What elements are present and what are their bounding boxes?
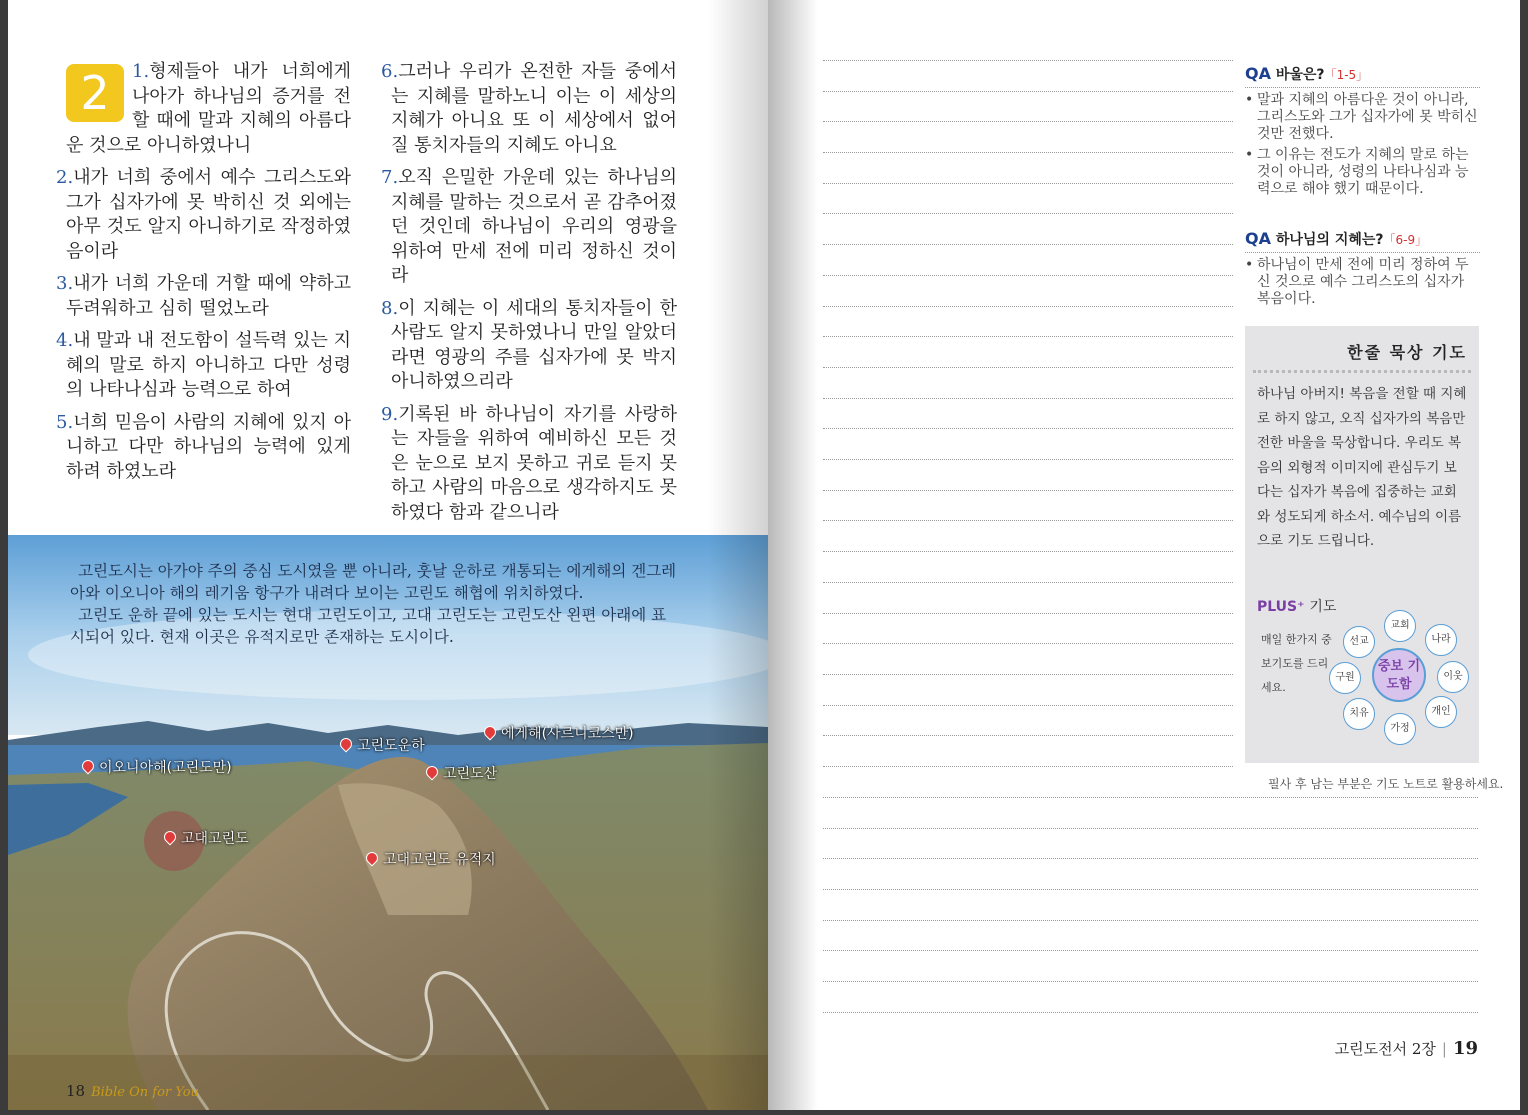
note-line [823,582,1233,583]
note-line [823,1012,1478,1013]
note-line [823,705,1233,706]
verse-number: 1. [132,61,150,82]
note-line [823,643,1233,644]
note-line [823,306,1233,307]
qa-box-2 [1245,229,1480,312]
verse-text: 내가 너희 가운데 거할 때에 약하고 두려워하고 심히 떨었노라 [66,273,351,319]
verse-text: 내가 너희 중에서 예수 그리스도와 그가 십자가에 못 박히신 것 외에는 아무 것도 알지 아니하기로 작정하였음이라 [66,167,351,262]
verse-3 [56,272,351,321]
qa-answers [1245,257,1480,308]
qa-heading [1245,229,1480,253]
verse-number: 7. [381,167,399,188]
page-folio-left [66,1082,199,1100]
topic-bubble-personal: 개인 [1425,696,1457,728]
aerial-photo-corinth [8,535,768,1110]
note-line [823,613,1233,614]
topic-bubble-nation: 나라 [1425,624,1457,656]
topic-bubble-family: 가정 [1384,713,1416,745]
note-line [823,121,1233,122]
note-line [823,398,1233,399]
chapter-number-badge: 2 [66,64,124,122]
intercession-center-bubble: 중보 기도함 [1372,648,1426,702]
qa-heading [1245,64,1480,88]
verse-text: 내 말과 내 전도함이 설득력 있는 지혜의 말로 하지 아니하고 다만 성령의 나타나심과 능력으로 하여 [66,330,351,400]
prayer-box [1245,326,1479,763]
map-pin-icon [482,724,499,741]
map-pin-icon [80,758,97,775]
note-line [823,520,1233,521]
note-line [823,459,1233,460]
note-line [823,920,1478,921]
verse-4 [56,329,351,403]
photo-caption [70,560,678,648]
caption-paragraph-1: 고린도시는 아가야 주의 중심 도시였을 뿐 아니라, 훗날 운하로 개통되는 에게해의 겐그레아와 이오니아 해의 레기움 항구가 내려다 보이는 고린도 해협에 위치하였다. [70,562,677,602]
note-line [823,828,1478,829]
plus-prayer-title: PLUS⁺ 기도 [1257,599,1337,615]
verse-number: 5. [56,411,74,433]
note-line [823,766,1233,767]
qa-answer: • 그 이유는 전도가 지혜의 말로 하는 것이 아니라, 성령의 나타나심과 능력으로 해야 했기 때문이다. [1245,147,1480,198]
verse-text: 오직 은밀한 가운데 있는 하나님의 지혜를 말하는 것으로서 곧 감추어졌던 것인데 하나님이 우리의 영광을 위하여 만세 전에 미리 정하신 것이라 [391,167,677,286]
note-line [823,152,1233,153]
qa-reference: 「6-9」 [1383,233,1428,247]
verse-column-1 [56,60,351,492]
page-number: 19 [1452,1038,1478,1059]
qa-answer: • 말과 지혜의 아름다운 것이 아니라, 그리스도와 그가 십자가에 못 박히신 것만 전했다. [1245,92,1480,143]
topic-bubble-church: 교회 [1384,610,1416,642]
qa-answer: • 하나님이 만세 전에 미리 정하여 두신 것으로 예수 그리스도의 십자가 복음이다. [1245,257,1480,308]
brand-name: Bible On for You [91,1085,199,1100]
qa-box-1 [1245,64,1480,202]
map-label-aegean-sea: 에게해(사르니코스만) [484,723,634,743]
note-line [823,551,1233,552]
divider: | [1441,1040,1447,1058]
note-line [823,244,1233,245]
plus-prayer-subtitle: 매일 한가지 중보기도를 드리세요. [1261,633,1332,694]
prayer-title: 한줄 묵상 기도 [1347,343,1467,362]
note-line [823,213,1233,214]
prayer-text: 하나님 아버지! 복음을 전할 때 지혜로 하지 않고, 오직 십자가의 복음만 전한 바울을 묵상합니다. 우리도 복음의 외형적 이미지에 관심두기 보다는 십자가 복음에 집중하는 교회와 성도되게 하소서. 예수님의 이름으로 기도 드립니다. [1257,386,1467,549]
verse-5 [56,411,351,485]
map-pin-icon [364,850,381,867]
note-line [823,336,1233,337]
note-line [823,735,1233,736]
verse-number: 2. [56,167,74,188]
note-line [823,858,1478,859]
verse-9 [381,403,677,526]
map-pin-icon [338,736,355,753]
note-line [823,889,1478,890]
verse-number: 8. [381,297,399,319]
verse-number: 6. [381,61,399,82]
qa-badge: QA [1245,64,1271,83]
map-pin-icon [424,764,441,781]
note-line [823,367,1233,368]
note-hint: 필사 후 남는 부분은 기도 노트로 활용하세요. [1268,777,1504,791]
left-page [8,0,768,1110]
note-line [823,275,1233,276]
map-label-corinth-mountain: 고린도산 [426,763,497,783]
verse-number: 9. [381,403,399,425]
verse-text: 그러나 우리가 온전한 자들 중에서는 지혜를 말하노니 이는 이 세상의 지혜가 아니요 또 이 세상에서 없어질 통치자들의 지혜도 아니요 [391,61,677,156]
book-chapter: 고린도전서 2장 [1334,1040,1436,1058]
verse-6 [381,60,677,158]
topic-bubble-salvation: 구원 [1329,662,1361,694]
topic-bubble-healing: 치유 [1343,698,1375,730]
verse-text: 이 지혜는 이 세대의 통치자들이 한 사람도 알지 못하였나니 만일 알았더라면 영광의 주를 십자가에 못 박지 아니하였으리라 [391,297,677,392]
qa-badge: QA [1245,229,1271,248]
note-line [823,981,1478,982]
verse-text: 너희 믿음이 사람의 지혜에 있지 아니하고 다만 하나님의 능력에 있게 하려 하였노라 [66,411,351,482]
verse-number: 3. [56,273,74,294]
note-line [823,183,1233,184]
verse-7 [381,166,677,289]
verse-number: 4. [56,330,74,351]
right-page [768,0,1520,1110]
note-line [823,428,1233,429]
divider [1253,370,1471,373]
page-number: 18 [66,1082,86,1100]
topic-bubble-neighbor: 이웃 [1437,661,1469,693]
note-line [823,490,1233,491]
verse-1 [56,60,351,158]
map-pin-icon [162,829,179,846]
qa-answers [1245,92,1480,198]
page-folio-right [1335,1038,1478,1059]
map-label-ancient-ruins: 고대고린도 유적지 [366,849,496,869]
verse-8 [381,297,677,395]
verse-text: 형제들아 내가 너희에게 나아가 하나님의 증거를 전할 때에 말과 지혜의 아름다운 것으로 아니하였나니 [66,61,351,156]
note-line [823,674,1233,675]
caption-paragraph-2: 고린도 운하 끝에 있는 도시는 현대 고린도이고, 고대 고린도는 고린도산 왼편 아래에 표시되어 있다. 현재 이곳은 유적지로만 존재하는 도시이다. [70,606,667,646]
note-line [823,91,1233,92]
note-line [823,60,1233,61]
map-label-ionian-sea: 이오니아해(고린도만) [82,757,232,777]
qa-title: 하나님의 지혜는? [1275,232,1384,248]
verse-column-2 [381,60,677,533]
spine-shadow [768,0,818,1110]
map-label-ancient-corinth: 고대고린도 [164,828,249,848]
note-line [823,797,1478,798]
verse-text: 기록된 바 하나님이 자기를 사랑하는 자들을 위하여 예비하신 모든 것은 눈으로 보지 못하고 귀로 듣지 못하고 사람의 마음으로 생각하지도 못하였다 함과 같으니라 [391,403,677,523]
note-line [823,950,1478,951]
verse-2 [56,166,351,264]
topic-bubble-mission: 선교 [1343,626,1375,658]
qa-title: 바울은? [1275,67,1325,83]
map-label-corinth-canal: 고린도운하 [340,735,425,755]
qa-reference: 「1-5」 [1324,68,1369,82]
